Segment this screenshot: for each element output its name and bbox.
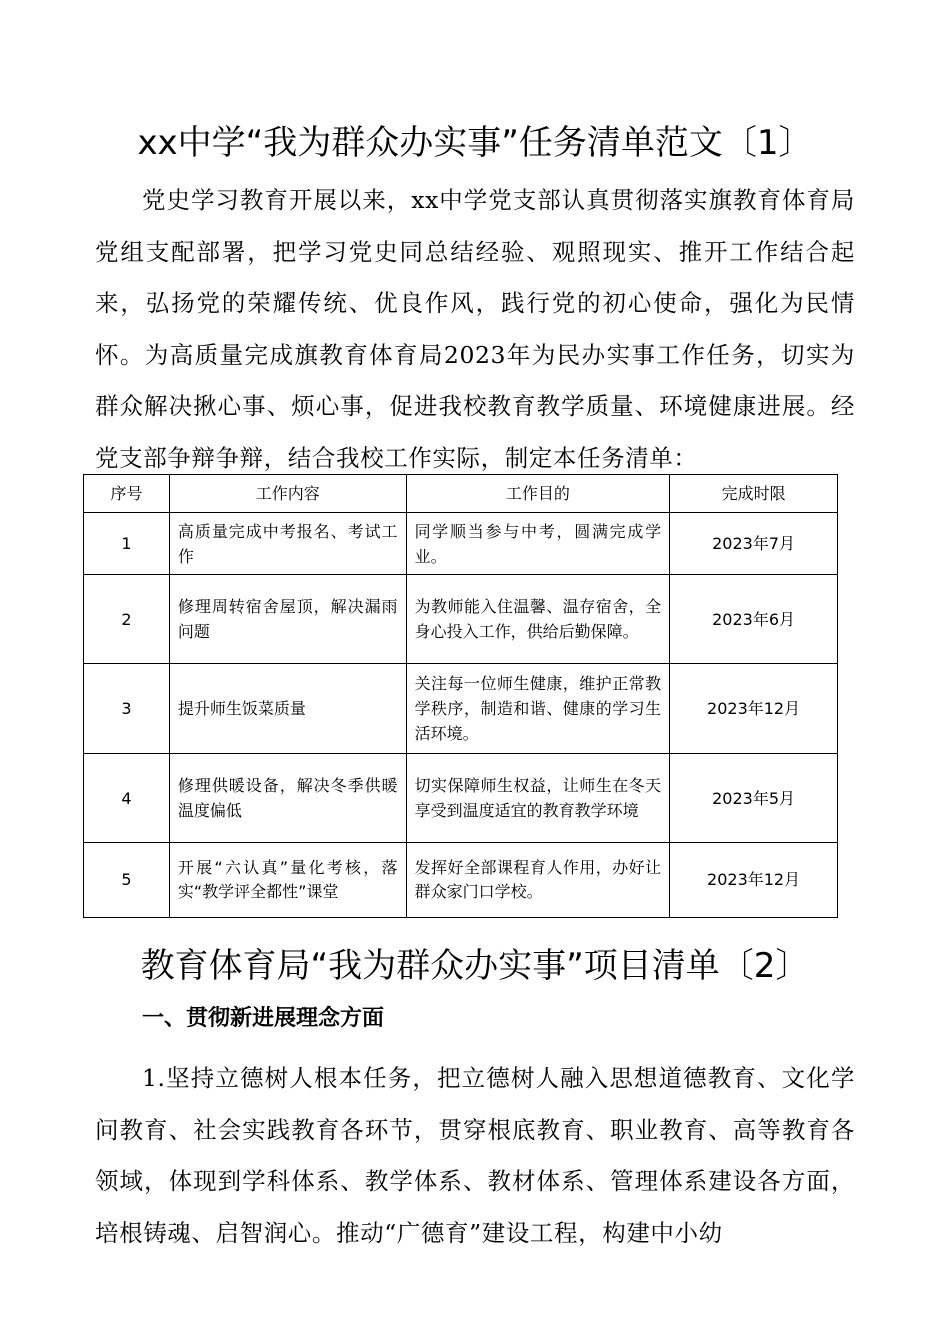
table-row	[84, 843, 838, 918]
row-index: 1	[84, 513, 170, 575]
row-goal: 发挥好全部课程育人作用，办好让群众家门口学校。	[406, 843, 670, 918]
row-index: 5	[84, 843, 170, 918]
row-deadline: 2023年5月	[670, 754, 838, 843]
table-row	[84, 513, 838, 575]
row-goal: 切实保障师生权益，让师生在冬天享受到温度适宜的教育教学环境	[406, 754, 670, 843]
row-deadline: 2023年12月	[670, 664, 838, 754]
row-deadline: 2023年12月	[670, 843, 838, 918]
table-row	[84, 575, 838, 664]
table-header-row	[84, 475, 838, 513]
task-table	[83, 474, 838, 918]
row-content: 修理供暖设备，解决冬季供暖温度偏低	[169, 754, 406, 843]
row-goal: 同学顺当参与中考，圆满完成学业。	[406, 513, 670, 575]
row-goal: 为教师能入住温馨、温存宿舍，全身心投入工作，供给后勤保障。	[406, 575, 670, 664]
intro-paragraph: 党史学习教育开展以来，xx中学党支部认真贯彻落实旗教育体育局党组支配部署，把学习党史同总结经验、观照现实、推开工作结合起来，弘扬党的荣耀传统、优良作风，践行党的初心使命，强化为民情怀。为高质量完成旗教育体育局2023年为民办实事工作任务，切实为群众解决揪心事、烦心事，促进我校教育教学质量、环境健康进展。经党支部争辩争辩，结合我校工作实际，制定本任务清单：	[95, 186, 855, 472]
row-deadline: 2023年7月	[670, 513, 838, 575]
row-content: 开展“六认真”量化考核，落实“教学评全都性”课堂	[169, 843, 406, 918]
header-content: 工作内容	[169, 475, 406, 513]
row-index: 2	[84, 575, 170, 664]
header-index: 序号	[84, 475, 170, 513]
row-index: 4	[84, 754, 170, 843]
header-deadline: 完成时限	[670, 475, 838, 513]
table-row	[84, 754, 838, 843]
header-goal: 工作目的	[406, 475, 670, 513]
row-content: 高质量完成中考报名、考试工作	[169, 513, 406, 575]
document-title-1: xx中学“我为群众办实事”任务清单范文〔1〕	[137, 123, 813, 163]
body-paragraph: 1.坚持立德树人根本任务，把立德树人融入思想道德教育、文化学问教育、社会实践教育各环节，贯穿根底教育、职业教育、高等教育各领域，体现到学科体系、教学体系、教材体系、管理体系建设各方面，培根铸魂、启智润心。推动“广德育”建设工程，构建中小幼	[95, 1064, 855, 1247]
row-deadline: 2023年6月	[670, 575, 838, 664]
row-content: 修理周转宿舍屋顶，解决漏雨问题	[169, 575, 406, 664]
section-heading: 一、贯彻新进展理念方面	[142, 1006, 385, 1031]
row-goal: 关注每一位师生健康，维护正常教学秩序，制造和谐、健康的学习生活环境。	[406, 664, 670, 754]
table-row	[84, 664, 838, 754]
document-title-2: 教育体育局“我为群众办实事”项目清单〔2〕	[140, 946, 810, 986]
row-content: 提升师生饭菜质量	[169, 664, 406, 754]
row-index: 3	[84, 664, 170, 754]
